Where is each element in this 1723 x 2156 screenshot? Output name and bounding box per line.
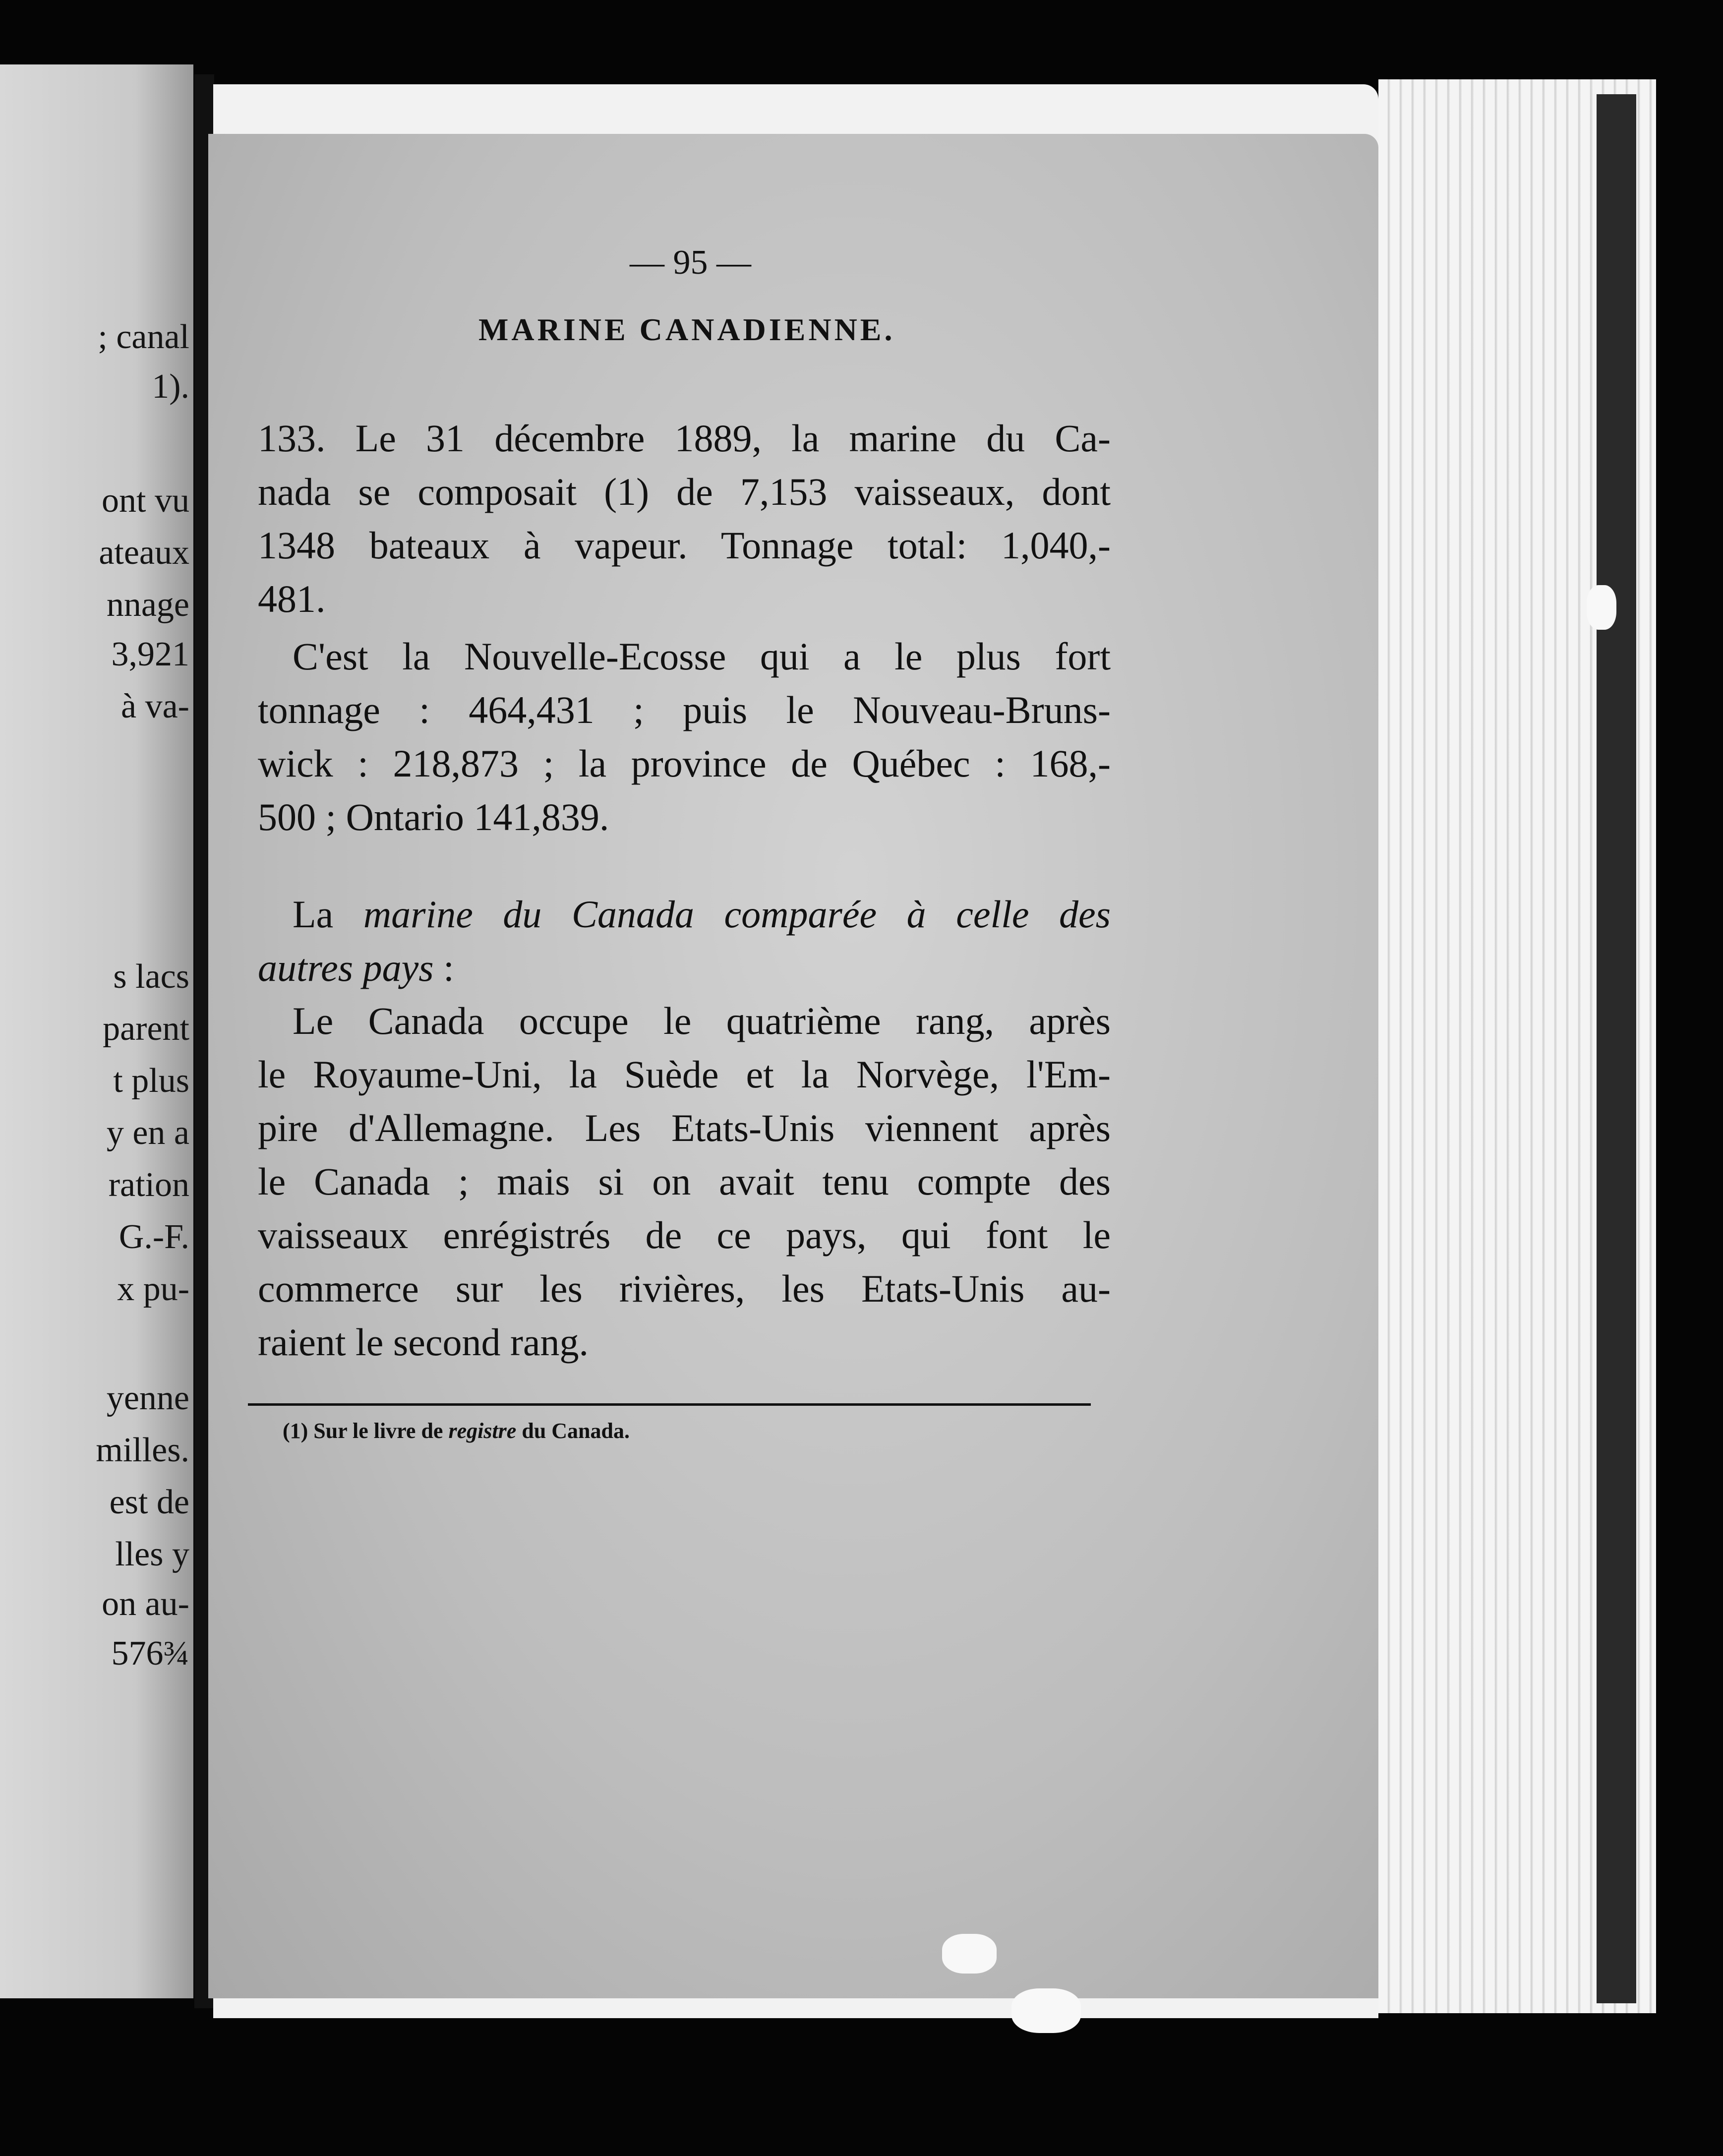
italic-text: marine du Canada comparée à celle des: [363, 893, 1111, 936]
left-line: ration: [108, 1166, 189, 1204]
book-fore-edge-shadow: [1597, 94, 1636, 2003]
previous-page-fragment: [0, 64, 193, 1998]
text-line: tonnage : 464,431 ; puis le Nouveau-Bruns-: [258, 688, 1111, 731]
text-line: [258, 888, 1111, 941]
text-line: 500 ; Ontario 141,839.: [258, 795, 609, 838]
text-line: C'est la Nouvelle-Ecosse qui a le plus fort: [293, 635, 1111, 678]
scan-blemish: [942, 1934, 997, 1974]
left-line: s lacs: [113, 958, 189, 996]
left-line: y en a: [106, 1114, 189, 1152]
text-line: 481.: [258, 577, 326, 620]
paragraph-ranking: [258, 994, 1111, 1369]
left-line: yenne: [106, 1379, 189, 1417]
left-line: lles y: [115, 1535, 189, 1573]
left-line: G.-F.: [119, 1218, 189, 1256]
text-run: :: [433, 946, 454, 989]
text-line: pire d'Allemagne. Les Etats-Unis viennent après: [258, 1106, 1111, 1149]
footnote-rule: [248, 1403, 1091, 1406]
section-heading: MARINE CANADIENNE.: [478, 312, 895, 347]
paragraph-133: [258, 412, 1111, 626]
left-line: nnage: [106, 586, 189, 624]
text-run: La: [293, 893, 363, 936]
text-line: commerce sur les rivières, les Etats-Unis au-: [258, 1267, 1111, 1310]
footnote: [283, 1418, 630, 1443]
text-line: nada se composait (1) de 7,153 vaisseaux, dont: [258, 470, 1111, 513]
italic-text: autres pays: [258, 946, 434, 989]
text-line: le Royaume-Uni, la Suède et la Norvège, l'Em-: [258, 1053, 1111, 1096]
left-line: on au-: [102, 1585, 189, 1623]
text-run: (1) Sur le livre de: [283, 1419, 449, 1443]
left-line: est de: [109, 1483, 189, 1521]
left-line: t plus: [113, 1062, 189, 1100]
left-line: 1).: [152, 367, 189, 406]
text-line: vaisseaux enrégistrés de ce pays, qui font le: [258, 1213, 1111, 1257]
page-number: — 95 —: [630, 243, 751, 282]
paragraph-comparison-title: [258, 888, 1111, 995]
scan-blemish: [1587, 585, 1616, 630]
left-line: ont vu: [102, 481, 189, 520]
text-line: Le Canada occupe le quatrième rang, après: [293, 999, 1111, 1042]
paragraph-tonnage: [258, 630, 1111, 844]
left-line: milles.: [96, 1431, 189, 1469]
left-line: ; canal: [98, 318, 189, 356]
scan-blemish: [1011, 1988, 1081, 2033]
left-line: ateaux: [99, 534, 189, 572]
italic-text: registre: [448, 1419, 517, 1443]
left-line: x pu-: [117, 1270, 189, 1308]
text-line: raient le second rang.: [258, 1320, 589, 1364]
text-line: wick : 218,873 ; la province de Québec : 168,-: [258, 742, 1111, 785]
left-line: 3,921: [111, 635, 189, 673]
text-line: 1348 bateaux à vapeur. Tonnage total: 1,040,-: [258, 524, 1111, 567]
text-line: le Canada ; mais si on avait tenu compte des: [258, 1160, 1111, 1203]
text-run: du Canada.: [516, 1419, 630, 1443]
text-line: 133. Le 31 décembre 1889, la marine du Ca-: [258, 417, 1111, 460]
left-line: à va-: [121, 687, 189, 725]
left-line: parent: [103, 1010, 189, 1048]
text-line: [258, 941, 1111, 995]
left-line: 576¾: [111, 1634, 189, 1673]
